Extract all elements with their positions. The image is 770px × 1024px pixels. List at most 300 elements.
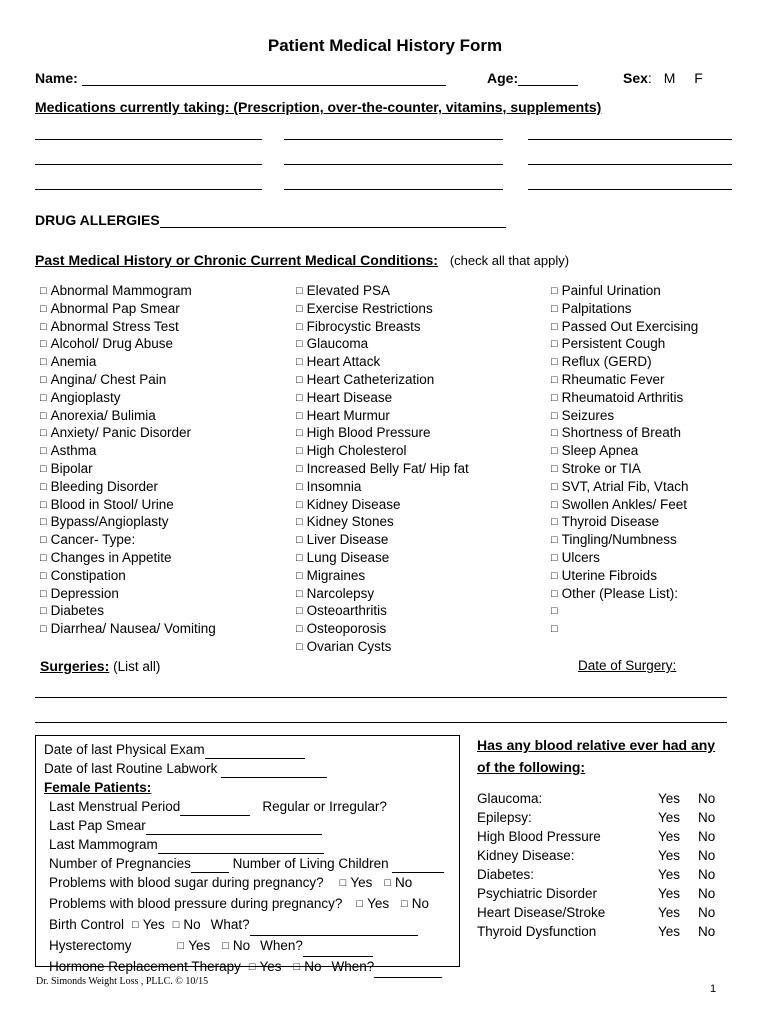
condition-label: Passed Out Exercising: [561, 318, 699, 334]
condition-item[interactable]: [296, 461, 469, 479]
birth-control-row: [44, 915, 459, 936]
relative-condition-row: [477, 903, 737, 922]
checkbox-icon[interactable]: □: [551, 498, 558, 511]
checkbox-icon[interactable]: □: [40, 356, 47, 369]
medication-line[interactable]: [528, 139, 732, 140]
blood-pressure-yes-option[interactable]: [356, 896, 389, 911]
form-title: Patient Medical History Form: [267, 36, 503, 55]
medication-line[interactable]: [35, 189, 262, 190]
medication-line[interactable]: [528, 164, 732, 165]
medication-line[interactable]: [35, 164, 262, 165]
condition-item[interactable]: [296, 497, 469, 515]
surgery-line[interactable]: [35, 697, 727, 698]
condition-item[interactable]: [296, 568, 469, 586]
condition-label: Bipolar: [50, 460, 93, 476]
checkbox-icon[interactable]: □: [551, 534, 558, 547]
checkbox-icon[interactable]: □: [40, 551, 47, 564]
condition-item[interactable]: [551, 336, 698, 354]
no-label: No: [411, 896, 430, 911]
condition-label: Diabetes: [50, 603, 104, 619]
checkbox-icon: □: [172, 919, 180, 931]
checkbox-icon[interactable]: □: [296, 373, 303, 386]
physical-exam-label: Date of last Physical Exam: [44, 742, 205, 757]
condition-item[interactable]: [40, 390, 216, 408]
menstrual-input[interactable]: [180, 802, 250, 816]
condition-item[interactable]: [40, 603, 216, 621]
medication-line[interactable]: [528, 189, 732, 190]
checkbox-icon[interactable]: □: [296, 587, 303, 600]
condition-item[interactable]: [296, 301, 469, 319]
medication-line[interactable]: [284, 189, 503, 190]
name-field-row: [35, 70, 446, 86]
birth-control-yes-option[interactable]: [132, 917, 165, 932]
medication-line[interactable]: [284, 139, 503, 140]
condition-item[interactable]: [551, 283, 698, 301]
pregnancies-input[interactable]: [191, 859, 229, 873]
relative-condition-label: Psychiatric Disorder: [477, 886, 598, 901]
checkbox-icon[interactable]: □: [551, 623, 558, 636]
relative-yes-option[interactable]: Yes: [658, 829, 681, 844]
when-label: When?: [331, 959, 375, 974]
hrt-yes-option[interactable]: [249, 959, 282, 974]
surgeries-note: (List all): [113, 659, 161, 674]
condition-label: Shortness of Breath: [561, 425, 681, 441]
medication-line[interactable]: [284, 164, 503, 165]
checkbox-icon[interactable]: □: [296, 338, 303, 351]
condition-item[interactable]: [551, 497, 698, 515]
labwork-input[interactable]: [221, 764, 327, 778]
age-field-row: [487, 70, 578, 86]
checkbox-icon: □: [384, 877, 392, 889]
checkbox-icon[interactable]: □: [40, 480, 47, 493]
surgery-line[interactable]: [35, 722, 727, 723]
condition-label: Lung Disease: [306, 549, 390, 565]
checkbox-icon: □: [356, 898, 364, 910]
condition-label: Kidney Disease: [306, 496, 401, 512]
physical-exam-input[interactable]: [205, 745, 305, 759]
condition-item[interactable]: [551, 319, 698, 337]
birth-control-what-input[interactable]: [250, 922, 418, 936]
condition-label: Other (Please List):: [561, 585, 678, 601]
condition-label: Angioplasty: [50, 389, 121, 405]
relative-yes-option[interactable]: Yes: [658, 905, 681, 920]
checkbox-icon[interactable]: □: [40, 516, 47, 529]
checkbox-icon[interactable]: □: [296, 356, 303, 369]
condition-item[interactable]: [296, 372, 469, 390]
condition-label: Cancer- Type:: [50, 532, 136, 548]
condition-label: Angina/ Chest Pain: [50, 371, 167, 387]
relative-condition-label: Glaucoma:: [477, 791, 543, 806]
condition-item[interactable]: [40, 479, 216, 497]
drug-allergies-label: DRUG ALLERGIES: [35, 212, 160, 228]
checkbox-icon[interactable]: □: [551, 285, 558, 297]
checkbox-icon[interactable]: □: [551, 605, 558, 618]
exam-info-box: [35, 735, 460, 974]
relative-no-option[interactable]: No: [698, 810, 716, 825]
condition-item[interactable]: [296, 514, 469, 532]
checkbox-icon[interactable]: □: [40, 569, 47, 582]
mammogram-row: [44, 835, 459, 854]
condition-item[interactable]: [296, 603, 469, 621]
relatives-heading: [477, 734, 715, 778]
condition-label: Heart Murmur: [306, 407, 390, 423]
condition-label: Alcohol/ Drug Abuse: [50, 336, 173, 352]
checkbox-icon[interactable]: □: [40, 534, 47, 547]
condition-label: Migraines: [306, 567, 366, 583]
condition-label: Reflux (GERD): [561, 354, 652, 370]
checkbox-icon[interactable]: □: [551, 391, 558, 404]
condition-item[interactable]: [296, 479, 469, 497]
condition-item[interactable]: [40, 354, 216, 372]
condition-item[interactable]: [40, 461, 216, 479]
relative-condition-label: Thyroid Dysfunction: [477, 924, 597, 939]
checkbox-icon[interactable]: □: [551, 445, 558, 458]
checkbox-icon[interactable]: □: [296, 640, 303, 653]
condition-item[interactable]: [551, 390, 698, 408]
labwork-row: [44, 759, 459, 778]
hysterectomy-yes-option[interactable]: [178, 938, 211, 953]
hysterectomy-when-input[interactable]: [303, 943, 373, 957]
condition-label: Ulcers: [561, 549, 600, 565]
condition-label: Anxiety/ Panic Disorder: [50, 425, 191, 441]
checkbox-icon: □: [248, 961, 256, 973]
checkbox-icon[interactable]: □: [551, 427, 558, 440]
checkbox-icon[interactable]: □: [296, 623, 303, 636]
checkbox-icon[interactable]: □: [40, 605, 47, 618]
checkbox-icon[interactable]: □: [551, 338, 558, 351]
relative-no-option[interactable]: No: [698, 848, 716, 863]
history-column-3: [551, 283, 698, 639]
medication-line[interactable]: [35, 139, 262, 140]
checkbox-icon[interactable]: □: [551, 462, 558, 475]
relative-condition-label: Epilepsy:: [477, 810, 532, 825]
checkbox-icon[interactable]: □: [551, 569, 558, 582]
condition-item[interactable]: [551, 354, 698, 372]
blood-sugar-no-option[interactable]: [384, 875, 412, 890]
condition-item[interactable]: [551, 301, 698, 319]
condition-item[interactable]: [40, 586, 216, 604]
condition-label: Heart Attack: [306, 354, 381, 370]
mammogram-input[interactable]: [158, 840, 324, 854]
history-column-1: [40, 283, 216, 639]
condition-label: Seizures: [561, 407, 615, 423]
condition-item[interactable]: [296, 390, 469, 408]
checkbox-icon[interactable]: □: [296, 534, 303, 547]
checkbox-icon[interactable]: □: [40, 427, 47, 440]
checkbox-icon[interactable]: □: [40, 285, 47, 297]
condition-item[interactable]: [296, 408, 469, 426]
checkbox-icon[interactable]: □: [551, 356, 558, 369]
condition-item[interactable]: [551, 479, 698, 497]
living-children-label: Number of Living Children: [232, 856, 389, 871]
condition-label: Abnormal Stress Test: [50, 318, 179, 334]
condition-label: Depression: [50, 585, 119, 601]
condition-label: Osteoporosis: [306, 621, 387, 637]
condition-label: Abnormal Mammogram: [50, 283, 192, 298]
blood-sugar-yes-option[interactable]: [340, 875, 373, 890]
checkbox-icon[interactable]: □: [551, 480, 558, 493]
yes-label: Yes: [142, 917, 165, 932]
condition-item[interactable]: [40, 425, 216, 443]
drug-allergies-input-line[interactable]: [160, 213, 506, 228]
no-label: No: [232, 938, 251, 953]
relative-condition-label: Diabetes:: [477, 867, 535, 882]
labwork-label: Date of last Routine Labwork: [44, 761, 218, 776]
condition-label: High Cholesterol: [306, 443, 407, 459]
relative-no-option[interactable]: No: [698, 829, 716, 844]
relative-no-option[interactable]: No: [698, 791, 716, 806]
no-label: No: [183, 917, 201, 932]
hysterectomy-no-option[interactable]: [222, 938, 250, 953]
relative-yes-option[interactable]: Yes: [658, 848, 681, 863]
condition-item[interactable]: [551, 443, 698, 461]
menstrual-row: [44, 797, 459, 816]
checkbox-icon[interactable]: □: [40, 462, 47, 475]
relative-no-option[interactable]: No: [698, 924, 716, 939]
checkbox-icon: □: [222, 940, 229, 952]
relatives-heading-line1: Has any blood relative ever had any: [477, 737, 716, 753]
condition-label: SVT, Atrial Fib, Vtach: [561, 478, 689, 494]
hysterectomy-row: [44, 936, 459, 957]
sex-colon: :: [647, 70, 652, 86]
blood-sugar-row: [44, 873, 459, 894]
relative-no-option[interactable]: No: [698, 905, 716, 920]
condition-label: Sleep Apnea: [561, 443, 639, 459]
pap-smear-input[interactable]: [146, 821, 322, 835]
relative-yes-option[interactable]: Yes: [658, 867, 681, 882]
checkbox-icon: □: [339, 877, 347, 889]
checkbox-icon[interactable]: □: [40, 623, 47, 636]
age-input-line[interactable]: [518, 71, 578, 86]
yes-label: Yes: [188, 938, 211, 953]
condition-label: Heart Disease: [306, 389, 393, 405]
condition-item[interactable]: [40, 550, 216, 568]
checkbox-icon[interactable]: □: [296, 551, 303, 564]
living-children-input[interactable]: [392, 859, 444, 873]
checkbox-icon[interactable]: □: [40, 320, 47, 333]
sex-option-m[interactable]: M: [663, 70, 676, 86]
condition-item[interactable]: [40, 336, 216, 354]
no-label: No: [304, 959, 322, 974]
condition-item[interactable]: [296, 443, 469, 461]
surgeries-heading: Surgeries:: [40, 658, 110, 674]
condition-label: Uterine Fibroids: [561, 567, 657, 583]
birth-control-no-option[interactable]: [173, 917, 201, 932]
hrt-no-option[interactable]: [294, 959, 322, 974]
condition-item[interactable]: [40, 568, 216, 586]
checkbox-icon[interactable]: □: [40, 409, 47, 422]
condition-label: Palpitations: [561, 300, 632, 316]
relative-no-option[interactable]: No: [698, 867, 716, 882]
condition-item[interactable]: [551, 514, 698, 532]
condition-label: Anemia: [50, 354, 97, 370]
physical-exam-row: [44, 740, 459, 759]
checkbox-icon[interactable]: □: [296, 285, 303, 297]
checkbox-icon[interactable]: □: [296, 498, 303, 511]
drug-allergies-row: [35, 212, 506, 228]
history-heading: Past Medical History or Chronic Current Medical Conditions:: [35, 252, 438, 268]
relative-condition-label: High Blood Pressure: [477, 829, 601, 844]
what-label: What?: [210, 917, 250, 932]
condition-label: Heart Catheterization: [306, 371, 435, 387]
relative-condition-row: [477, 922, 737, 941]
condition-item[interactable]: [551, 586, 698, 604]
condition-label: Painful Urination: [561, 283, 661, 298]
condition-item[interactable]: [296, 550, 469, 568]
history-heading-row: [35, 252, 569, 268]
menstrual-label: Last Menstrual Period: [49, 799, 181, 814]
condition-label: Rheumatic Fever: [561, 371, 665, 387]
condition-item[interactable]: [40, 301, 216, 319]
condition-item[interactable]: [40, 532, 216, 550]
relatives-heading-line2: of the following:: [477, 759, 586, 775]
condition-item[interactable]: [296, 283, 469, 301]
condition-label: Blood in Stool/ Urine: [50, 496, 174, 512]
condition-item[interactable]: [296, 319, 469, 337]
relative-condition-label: Kidney Disease:: [477, 848, 575, 863]
relatives-table: [477, 789, 737, 941]
condition-item[interactable]: [296, 425, 469, 443]
hrt-row: [44, 957, 459, 978]
relative-condition-row: [477, 827, 737, 846]
condition-item[interactable]: [40, 497, 216, 515]
condition-item[interactable]: [296, 586, 469, 604]
sex-label: Sex: [623, 70, 648, 86]
yes-label: Yes: [259, 959, 282, 974]
footer-text: Dr. Simonds Weight Loss , PLLC. © 10/15: [36, 976, 209, 987]
surgeries-heading-row: [40, 658, 160, 674]
checkbox-icon[interactable]: □: [40, 338, 47, 351]
checkbox-icon: □: [177, 940, 185, 952]
pap-smear-row: [44, 816, 459, 835]
condition-item[interactable]: [551, 372, 698, 390]
checkbox-icon[interactable]: □: [551, 302, 558, 315]
condition-item[interactable]: [551, 532, 698, 550]
relative-yes-option[interactable]: Yes: [658, 791, 681, 806]
condition-label: Bleeding Disorder: [50, 478, 158, 494]
condition-item[interactable]: [296, 336, 469, 354]
blood-pressure-row: [44, 894, 459, 915]
checkbox-icon[interactable]: □: [296, 516, 303, 529]
condition-label: Bypass/Angioplasty: [50, 514, 169, 530]
regular-irregular-label: Regular or Irregular?: [262, 799, 387, 814]
checkbox-icon[interactable]: □: [40, 373, 47, 386]
hrt-label: Hormone Replacement Therapy: [49, 959, 241, 974]
condition-item[interactable]: [40, 621, 216, 639]
checkbox-icon[interactable]: □: [296, 569, 303, 582]
condition-label: Increased Belly Fat/ Hip fat: [306, 460, 469, 476]
condition-label: Insomnia: [306, 478, 362, 494]
yes-label: Yes: [367, 896, 390, 911]
condition-item[interactable]: [551, 550, 698, 568]
condition-item[interactable]: [40, 372, 216, 390]
condition-item[interactable]: [296, 639, 469, 657]
relative-yes-option[interactable]: Yes: [658, 924, 681, 939]
checkbox-icon[interactable]: □: [296, 302, 303, 315]
checkbox-icon[interactable]: □: [296, 391, 303, 404]
checkbox-icon[interactable]: □: [296, 427, 303, 440]
checkbox-icon: □: [293, 961, 301, 973]
condition-label: Ovarian Cysts: [306, 638, 392, 654]
condition-label: Liver Disease: [306, 532, 389, 548]
checkbox-icon[interactable]: □: [296, 462, 303, 475]
relative-condition-row: [477, 789, 737, 808]
checkbox-icon[interactable]: □: [551, 516, 558, 529]
condition-item[interactable]: [551, 461, 698, 479]
blood-pressure-no-option[interactable]: [401, 896, 429, 911]
condition-label: Glaucoma: [306, 336, 369, 352]
relative-yes-option[interactable]: Yes: [658, 810, 681, 825]
checkbox-icon[interactable]: □: [551, 551, 558, 564]
page-number: 1: [710, 983, 717, 995]
checkbox-icon[interactable]: □: [40, 302, 47, 315]
condition-item[interactable]: [551, 603, 698, 621]
condition-item[interactable]: [40, 283, 216, 301]
yes-label: Yes: [350, 875, 373, 890]
condition-item[interactable]: [40, 408, 216, 426]
checkbox-icon[interactable]: □: [296, 320, 303, 333]
condition-label: Anorexia/ Bulimia: [50, 407, 156, 423]
sex-field-row: [623, 70, 703, 86]
checkbox-icon[interactable]: □: [40, 587, 47, 600]
relative-yes-option[interactable]: Yes: [658, 886, 681, 901]
checkbox-icon[interactable]: □: [551, 409, 558, 422]
condition-label: Constipation: [50, 567, 126, 583]
sex-option-f[interactable]: F: [694, 70, 703, 86]
condition-item[interactable]: [296, 354, 469, 372]
condition-item[interactable]: [296, 532, 469, 550]
condition-label: Stroke or TIA: [561, 460, 641, 476]
checkbox-icon[interactable]: □: [296, 409, 303, 422]
checkbox-icon[interactable]: □: [40, 391, 47, 404]
relative-no-option[interactable]: No: [698, 886, 716, 901]
relative-condition-label: Heart Disease/Stroke: [477, 905, 606, 920]
age-label: Age:: [487, 70, 519, 86]
condition-label: Elevated PSA: [306, 283, 390, 298]
checkbox-icon[interactable]: □: [296, 445, 303, 458]
checkbox-icon: □: [132, 919, 139, 931]
condition-label: Changes in Appetite: [50, 549, 172, 565]
condition-label: Tingling/Numbness: [561, 532, 677, 548]
condition-item[interactable]: [40, 514, 216, 532]
condition-item[interactable]: [551, 568, 698, 586]
condition-item[interactable]: [551, 408, 698, 426]
checkbox-icon[interactable]: □: [40, 445, 47, 458]
checkbox-icon[interactable]: □: [551, 587, 558, 600]
checkbox-icon[interactable]: □: [40, 498, 47, 511]
checkbox-icon[interactable]: □: [296, 480, 303, 493]
hysterectomy-label: Hysterectomy: [49, 938, 132, 953]
condition-label: Osteoarthritis: [306, 603, 387, 619]
checkbox-icon[interactable]: □: [551, 320, 558, 333]
checkbox-icon[interactable]: □: [551, 373, 558, 386]
condition-label: Diarrhea/ Nausea/ Vomiting: [50, 621, 216, 637]
condition-item[interactable]: [551, 621, 698, 639]
female-patients-heading: Female Patients:: [44, 780, 152, 795]
checkbox-icon[interactable]: □: [296, 605, 303, 618]
condition-item[interactable]: [40, 319, 216, 337]
condition-label: High Blood Pressure: [306, 425, 431, 441]
condition-item[interactable]: [40, 443, 216, 461]
condition-item[interactable]: [551, 425, 698, 443]
name-input-line[interactable]: [82, 71, 446, 86]
pap-smear-label: Last Pap Smear: [49, 818, 146, 833]
condition-label: Thyroid Disease: [561, 514, 660, 530]
hrt-when-input[interactable]: [374, 964, 442, 978]
relative-condition-row: [477, 808, 737, 827]
pregnancies-label: Number of Pregnancies: [49, 856, 191, 871]
condition-item[interactable]: [296, 621, 469, 639]
